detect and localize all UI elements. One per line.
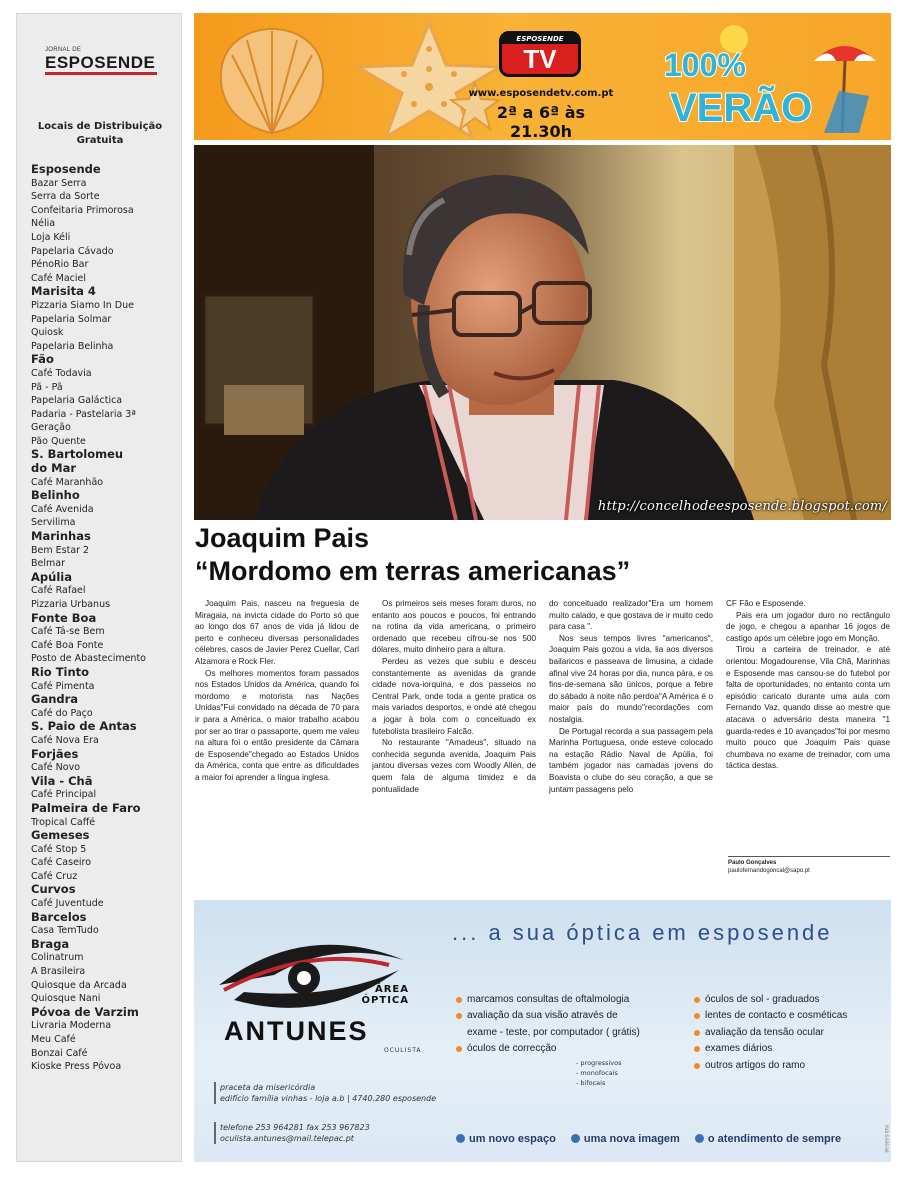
article-paragraph: Joaquim Pais, nasceu na freguesia de Miragaia, na invicta cidade do Porto só que ao longo dos 67 anos de vida já lidou de perto e conheceu diversas personalidades célebres, casos de Javier Perez Cuellar, Carl Alzamora e Rock Fler. bbox=[195, 599, 359, 666]
service-item bbox=[694, 1058, 884, 1074]
service-label: óculos de sol - graduados bbox=[705, 994, 820, 1005]
area-label-line2: ÓPTICA bbox=[361, 995, 409, 1006]
distribution-point: Casa TemTudo bbox=[31, 925, 99, 937]
location-heading: Braga bbox=[31, 936, 70, 951]
distribution-point: Quiosk bbox=[31, 327, 64, 339]
portrait-illustration bbox=[194, 145, 891, 520]
tv-logo-small: ESPOSENDE bbox=[502, 34, 578, 44]
summer-percent: 100% bbox=[664, 47, 746, 83]
distribution-point: Papelaria Cávado bbox=[31, 245, 114, 257]
distribution-point: Pizzaria Urbanus bbox=[31, 599, 111, 610]
distribution-point: Livraria Moderna bbox=[31, 1020, 112, 1032]
esposende-tv-logo bbox=[499, 31, 581, 77]
brand-subtitle: OCULISTA bbox=[384, 1047, 422, 1054]
tagline-text: o atendimento de sempre bbox=[707, 1133, 842, 1145]
article-body bbox=[195, 598, 890, 868]
distribution-point: Posto de Abastecimento bbox=[31, 653, 146, 665]
distribution-point: Café Boa Fonte bbox=[31, 639, 104, 651]
banner-url[interactable]: www.esposendetv.com.pt bbox=[468, 88, 614, 99]
tagline-item bbox=[456, 1133, 556, 1145]
distribution-point: Café Rafael bbox=[31, 585, 86, 597]
article-paragraph: CF Fão e Esposende. bbox=[726, 599, 806, 608]
tagline-item bbox=[571, 1133, 680, 1145]
services-list-right bbox=[694, 992, 884, 1074]
location-heading: Gemeses bbox=[31, 828, 90, 843]
distribution-point: Café Tá-se Bem bbox=[31, 626, 105, 638]
distribution-point: Loja Kéli bbox=[31, 231, 71, 243]
lens-type: - monofocais bbox=[576, 1068, 618, 1077]
service-item bbox=[456, 1041, 692, 1057]
location-heading: Palmeira de Faro bbox=[31, 800, 141, 815]
article-paragraph: Os melhores momentos foram passados nos Estados Unidos da América, quando foi mordomo e motorista nas Nações Unidas"Fui convidado na década de 70 para ir para a América, o maior trabalho acabou por ser ao tirar o passaporte, quem me valeu na altura foi o então presidente da Câmara de Esposende"chegado ao Estados Unidos da América, conta que entre as dificuldades a maior foi aprender a língua inglesa. bbox=[195, 668, 359, 782]
service-item bbox=[694, 1041, 884, 1057]
seashell-icon bbox=[212, 25, 332, 137]
location-heading: Rio Tinto bbox=[31, 664, 90, 679]
distribution-point: Bonzai Café bbox=[31, 1047, 88, 1059]
distribution-point: Papelaria Galáctica bbox=[31, 395, 123, 407]
service-item bbox=[694, 1025, 884, 1041]
location-heading: Marinhas bbox=[31, 529, 91, 544]
service-label: avaliação da tensão ocular bbox=[705, 1026, 824, 1038]
article-column-4 bbox=[726, 598, 890, 772]
ad-contacts bbox=[214, 1122, 370, 1144]
location-heading: S. Paio de Antas bbox=[31, 719, 137, 734]
service-item bbox=[456, 1008, 692, 1024]
newspaper-logo bbox=[45, 47, 157, 75]
distribution-point: PénoRio Bar bbox=[31, 259, 89, 271]
location-heading: Gandra bbox=[31, 692, 79, 707]
service-item bbox=[694, 992, 884, 1008]
summer-graphic bbox=[664, 21, 884, 136]
distribution-heading-line2: Gratuita bbox=[76, 135, 124, 146]
distribution-point: Tropical Caffé bbox=[31, 816, 96, 828]
byline-name: Paulo Gonçalves bbox=[728, 860, 777, 866]
email-line[interactable]: oculista.antunes@mail.telepac.pt bbox=[220, 1134, 354, 1143]
logo-title: ESPOSENDE bbox=[45, 54, 157, 75]
service-label: outros artigos do ramo bbox=[705, 1059, 806, 1071]
distribution-point: Café Caseiro bbox=[31, 857, 92, 869]
ad-address bbox=[214, 1082, 436, 1104]
distribution-point: Papelaria Solmar bbox=[31, 313, 112, 325]
tv-logo-big: TV bbox=[523, 44, 557, 74]
distribution-point: Café Juventude bbox=[31, 898, 104, 910]
distribution-point: Papelaria Belinha bbox=[31, 340, 114, 352]
summer-word: VERÃO bbox=[670, 86, 813, 130]
location-heading: Curvos bbox=[31, 882, 76, 897]
distribution-point: Kioske Press Póvoa bbox=[31, 1061, 122, 1073]
article-paragraph: do conceituado realizador"Era um homem muito calado, e que gostava de ir muito cedo para casa ". bbox=[549, 599, 713, 632]
location-heading: Barcelos bbox=[31, 909, 87, 924]
location-heading: Fão bbox=[31, 352, 54, 367]
distribution-point: Café Cruz bbox=[31, 870, 78, 882]
article-paragraph: Nos seus tempos livres "americanos", Joaquim Pais gozou a vida, lia aos diversos bailaricos e passeava de limusina, a cidade afinal vive 24 horas por dia, nunca pára, e os fins-de-semana são únicos, porque a febre do sábado à noite não perdoa"A América é o maior país do mundo"recordações com nostalgia. bbox=[549, 633, 713, 724]
esposende-tv-banner bbox=[194, 13, 891, 140]
bullet-icon bbox=[695, 1134, 704, 1143]
bullet-icon bbox=[456, 1046, 462, 1052]
location-heading: Apúlia bbox=[31, 569, 72, 584]
optica-antunes-ad bbox=[194, 900, 891, 1162]
service-item bbox=[456, 1025, 692, 1041]
tagline-text: um novo espaço bbox=[469, 1133, 556, 1145]
distribution-sidebar bbox=[16, 13, 182, 1162]
tagline-item bbox=[695, 1133, 841, 1145]
article-paragraph: Perdeu as vezes que subiu e desceu constantemente as avenidas da grande cidade nova-iorquina, e dos passeios no Central Park, onde toda a gente pratica os mais variados desportos, e onde até chegou a jogar à bola com o conceituado ex futebolista brasileiro Falcão. bbox=[372, 656, 536, 736]
bullet-icon bbox=[571, 1134, 580, 1143]
location-heading: Vila - Chã bbox=[31, 773, 93, 788]
distribution-point: Café Novo bbox=[31, 762, 81, 774]
distribution-point: Nélia bbox=[31, 218, 56, 230]
distribution-point: Pizzaria Siamo In Due bbox=[31, 299, 134, 311]
ad-slogan: ... a sua óptica em esposende bbox=[452, 920, 833, 945]
distribution-point: Meu Café bbox=[31, 1034, 76, 1045]
distribution-point: Quiosque Nani bbox=[31, 993, 101, 1005]
distribution-list bbox=[31, 163, 181, 1074]
service-item bbox=[456, 992, 692, 1008]
distribution-point: Café Pimenta bbox=[31, 680, 95, 692]
area-label-line1: ÁREA bbox=[374, 984, 409, 995]
distribution-point: Café Maranhão bbox=[31, 476, 104, 488]
service-item bbox=[694, 1008, 884, 1024]
bullet-icon bbox=[456, 1013, 462, 1019]
distribution-point: Belmar bbox=[31, 558, 65, 570]
distribution-heading bbox=[17, 120, 183, 148]
distribution-point: Pã - Pã bbox=[31, 381, 63, 393]
bullet-icon bbox=[694, 997, 700, 1003]
distribution-point: Café Todavia bbox=[31, 367, 92, 379]
headline-name: Joaquim Pais bbox=[195, 523, 370, 553]
location-heading: Marisita 4 bbox=[31, 284, 96, 299]
address-line-2: edifício família vinhas - loja a.b | 4740.280 esposende bbox=[220, 1094, 437, 1103]
location-heading: Belinho bbox=[31, 488, 80, 503]
distribution-point: Geração bbox=[31, 422, 71, 434]
bullet-icon bbox=[694, 1030, 700, 1036]
distribution-point: Café Nova Era bbox=[31, 734, 99, 746]
location-heading: Póvoa de Varzim bbox=[31, 1004, 139, 1019]
service-label: exame - teste, por computador ( grátis) bbox=[467, 1026, 640, 1038]
distribution-point: Café Maciel bbox=[31, 272, 87, 284]
location-heading: do Mar bbox=[31, 461, 77, 476]
location-heading: Forjães bbox=[31, 746, 79, 761]
blog-watermark: http://concelhodeesposende.blogspot.com/ bbox=[597, 499, 887, 514]
article-column-3 bbox=[549, 598, 713, 795]
address-line-1: praceta da misericórdia bbox=[220, 1083, 316, 1092]
location-heading: Esposende bbox=[31, 162, 101, 176]
article-headline bbox=[195, 522, 892, 588]
distribution-point: Pão Quente bbox=[31, 435, 86, 447]
article-paragraph: Os primeiros seis meses foram duros, no entanto aos poucos e poucos, foi entrando na rotina da vida americana, o primeiro ordenado que recebeu cifrou-se nos 500 dólares, muito dinheiro para a altura. bbox=[372, 599, 536, 655]
service-label: exames diários bbox=[705, 1043, 773, 1055]
distribution-point: A Brasileira bbox=[31, 966, 86, 978]
byline-email[interactable]: paulofernandogoncal@sapo.pt bbox=[728, 868, 810, 874]
bullet-icon bbox=[456, 1134, 465, 1143]
service-label: avaliação da sua visão através de bbox=[467, 1010, 618, 1022]
services-list-left bbox=[456, 992, 692, 1088]
lens-type: - progressivos bbox=[576, 1058, 622, 1067]
bullet-icon bbox=[694, 1063, 700, 1069]
location-heading: S. Bartolomeu bbox=[31, 447, 124, 462]
distribution-point: Padaria - Pastelaria 3ª bbox=[31, 408, 136, 420]
distribution-heading-line1: Locais de Distribuição bbox=[37, 121, 163, 132]
article-paragraph: De Portugal recorda a sua passagem pela Marinha Portuguesa, onde esteve colocado na estação Rádio Naval de Apúlia, foi também jogador nas camadas jovens do Boavista o clube do seu coração, a que se juntam passagens pelo bbox=[549, 726, 713, 794]
distribution-point: Quiosque da Arcada bbox=[31, 979, 127, 991]
article-byline bbox=[728, 856, 890, 875]
service-label: óculos de correcção bbox=[467, 1043, 557, 1055]
headline-quote: “Mordomo em terras americanas” bbox=[195, 556, 631, 586]
banner-schedule: 2ª a 6ª às 21.30h bbox=[496, 103, 586, 140]
distribution-point: Confeitaria Primorosa bbox=[31, 204, 134, 216]
bullet-icon bbox=[694, 1013, 700, 1019]
distribution-point: Café Principal bbox=[31, 789, 97, 801]
distribution-point: Servilima bbox=[31, 517, 76, 529]
distribution-point: Bazar Serra bbox=[31, 177, 87, 189]
location-heading: Fonte Boa bbox=[31, 610, 97, 625]
distribution-point: Café do Paço bbox=[31, 707, 93, 719]
article-paragraph: No restaurante "Amadeus", situado na conhecida segunda avenida, Joaquim Pais jantou diversas vezes com Woodly Allen, de quem fala de alguma timidez e da pontualidade bbox=[372, 738, 536, 794]
phone-line: telefone 253 964281 fax 253 967823 bbox=[220, 1123, 370, 1132]
tagline-text: uma nova imagem bbox=[583, 1133, 680, 1145]
interview-photo bbox=[194, 145, 891, 520]
article-paragraph: Pais era um jogador duro no rectângulo de jogo, e chegou a apanhar 16 jogos de castigo após um célebre jogo em Monção. bbox=[726, 610, 890, 643]
brand-name: ANTUNES bbox=[224, 1016, 369, 1046]
ad-taglines bbox=[456, 1133, 886, 1145]
article-paragraph: Tirou a carteira de treinador, e até orientou: Mogadourense, Vila Chã, Marinhas e Esposende mas cansou-se do futebol por falta de oportunidades, no entanto conta um episódio caricato durante uma aula com Fernando Vaz, quando disse ao mestre que atacava o adversário desta maneira "1 guarda-redes e 10 avançados"foi por mesmo muito pouco que Joaquim Pais quase chumbava no exame de treinador, com uma táctica destas. bbox=[726, 645, 890, 771]
service-label: marcamos consultas de oftalmologia bbox=[467, 994, 630, 1005]
eye-logo-icon bbox=[214, 930, 414, 1020]
service-label: lentes de contacto e cosméticas bbox=[705, 1010, 848, 1022]
bullet-icon bbox=[694, 1046, 700, 1052]
lens-type: - bifocais bbox=[576, 1078, 606, 1087]
article-column-1 bbox=[195, 598, 359, 784]
distribution-point: Café Stop 5 bbox=[31, 843, 87, 855]
distribution-point: Bem Estar 2 bbox=[31, 544, 90, 556]
ad-reference: PUB 6-036-08 bbox=[884, 1125, 889, 1153]
distribution-point: Colinatrum bbox=[31, 952, 84, 964]
area-optica-label bbox=[359, 984, 409, 1006]
article-column-2 bbox=[372, 598, 536, 795]
distribution-point: Café Avenida bbox=[31, 503, 94, 515]
distribution-point: Serra da Sorte bbox=[31, 191, 100, 203]
bullet-icon bbox=[456, 997, 462, 1003]
logo-small-text: JORNAL DE bbox=[45, 47, 82, 53]
